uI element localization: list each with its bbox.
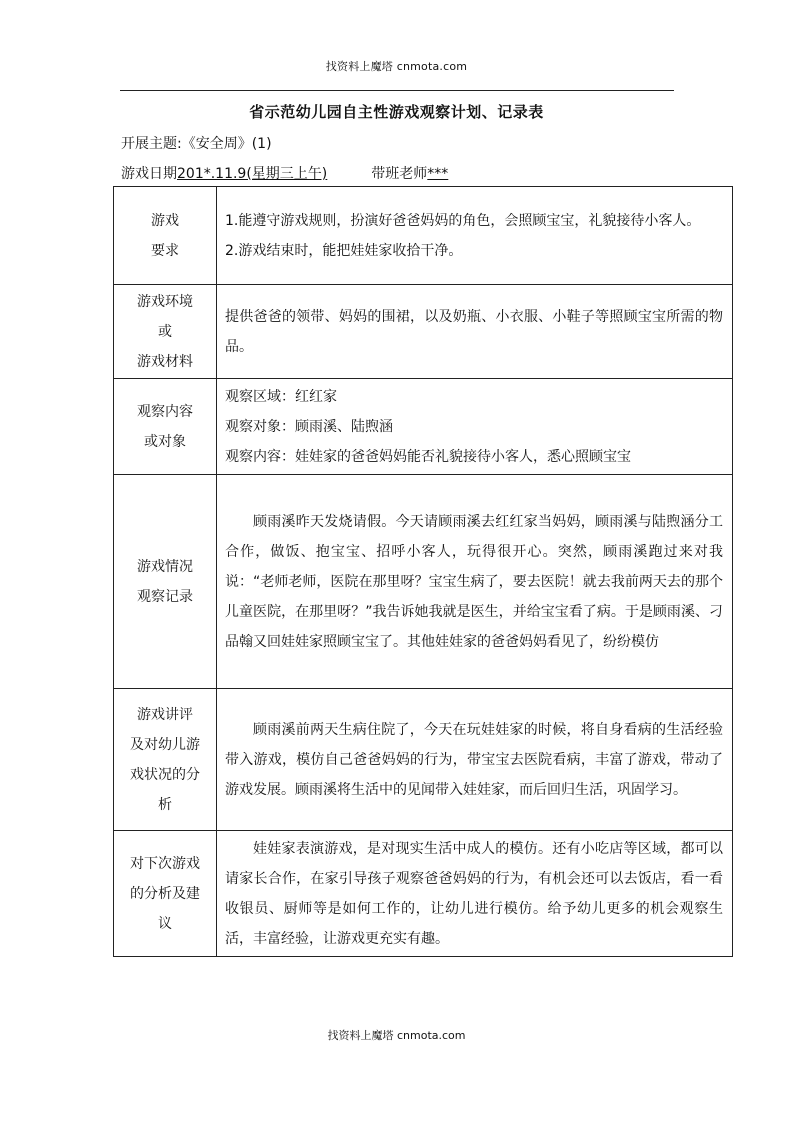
content-paragraph: 顾雨溪昨天发烧请假。今天请顾雨溪去红红家当妈妈，顾雨溪与陆煦涵分工合作，做饭、抱宝宝、招呼小客人，玩得很开心。突然，顾雨溪跑过来对我说：“老师老师，医院在那里呀？宝宝生病了，要去医院！就去我前两天去的那个儿童医院，在那里呀？”我告诉她我就是医生，并给宝宝看了病。于是顾雨溪、刁品翰又回娃娃家照顾宝宝了。其他娃娃家的爸爸妈妈看见了，纷纷模仿 [225,513,723,650]
table-row [114,379,733,475]
header-brand: 找资料上魔塔 cnmota.com [325,60,468,73]
row-content [217,379,733,475]
label-line: 析 [158,796,172,813]
record-table [113,186,733,957]
label-line: 游戏 [151,212,179,229]
row-label [114,831,217,957]
label-line: 对下次游戏 [130,855,200,872]
label-line: 或 [158,323,172,340]
label-line: 要求 [151,242,179,259]
row-content [217,285,733,379]
row-content [217,475,733,689]
label-line: 议 [158,915,172,932]
label-line: 游戏情况 [137,558,193,575]
row-label [114,689,217,831]
label-line: 的分析及建 [130,885,200,902]
row-content [217,831,733,957]
row-content [217,689,733,831]
content-paragraph: 顾雨溪前两天生病住院了，今天在玩娃娃家的时候，将自身看病的生活经验带入游戏，模仿自己爸爸妈妈的行为，带宝宝去医院看病，丰富了游戏，带动了游戏发展。顾雨溪将生活中的见闻带入娃娃家，而后回归生活，巩固学习。 [225,721,723,798]
content-paragraph: 1.能遵守游戏规则，扮演好爸爸妈妈的角色，会照顾宝宝，礼貌接待小客人。 [225,212,701,229]
game-date-value: 201*.11.9(星期三上午) [177,166,328,182]
label-line: 或对象 [144,433,186,450]
date-teacher-line [121,163,479,183]
label-line: 观察内容 [137,403,193,420]
label-line: 游戏材料 [137,353,193,370]
row-content [217,187,733,285]
table-row [114,187,733,285]
content-paragraph: 观察对象：顾雨溪、陆煦涵 [225,418,393,435]
table-row [114,475,733,689]
row-label [114,187,217,285]
game-date-label: 游戏日期 [121,166,177,182]
footer-brand: 找资料上魔塔 cnmota.com [327,1029,466,1042]
table-row [114,689,733,831]
theme-line: 开展主题:《安全周》(1) [121,136,272,152]
row-label [114,475,217,689]
label-line: 游戏环境 [137,293,193,310]
content-paragraph: 观察区域：红红家 [225,388,337,405]
content-paragraph: 娃娃家表演游戏，是对现实生活中成人的模仿。还有小吃店等区域，都可以请家长合作，在家引导孩子观察爸爸妈妈的行为，有机会还可以去饭店，看一看收银员、厨师等是如何工作的，让幼儿进行模仿。给予幼儿更多的机会观察生活，丰富经验，让游戏更充实有趣。 [225,840,723,947]
content-paragraph: 提供爸爸的领带、妈妈的围裙，以及奶瓶、小衣服、小鞋子等照顾宝宝所需的物品。 [225,308,723,355]
content-paragraph: 观察内容：娃娃家的爸爸妈妈能否礼貌接待小客人，悉心照顾宝宝 [225,448,631,465]
document-title: 省示范幼儿园自主性游戏观察计划、记录表 [249,103,544,121]
label-line: 观察记录 [137,588,193,605]
header-divider [120,90,674,91]
table-row [114,285,733,379]
label-line: 戏状况的分 [130,766,200,783]
table-row [114,831,733,957]
content-paragraph: 2.游戏结束时，能把娃娃家收拾干净。 [225,242,463,259]
teacher-label: 带班老师 [371,166,428,182]
label-line: 游戏讲评 [137,706,193,723]
label-line: 及对幼儿游 [130,736,200,753]
teacher-value: *** [427,166,449,182]
row-label [114,379,217,475]
row-label [114,285,217,379]
